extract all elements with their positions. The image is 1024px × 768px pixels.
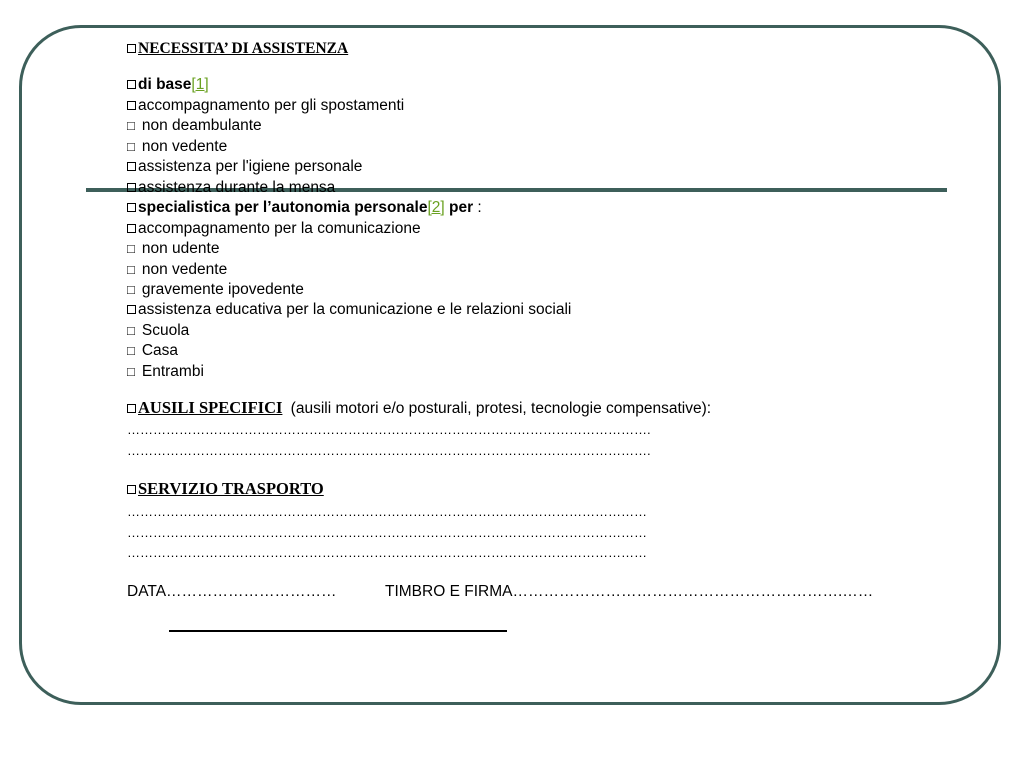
list-item [127,116,262,136]
checkbox-icon[interactable] [127,305,136,314]
square-bullet-icon[interactable]: □ [127,282,135,297]
heading-assistenza [127,39,348,59]
list-item-text: non deambulante [141,117,262,134]
specialistica-heading [127,198,482,218]
list-item-text: Entrambi [141,363,204,380]
specialistica-label: specialistica per l’autonomia personale [138,199,428,216]
di-base-heading [127,75,209,95]
trasporto-heading [127,479,324,499]
footnote-link-1[interactable]: [1] [191,76,209,93]
checkbox-icon[interactable] [127,44,136,53]
checkbox-icon[interactable] [127,485,136,494]
trasporto-dotline-2[interactable]: ………………………………………………………………………………………………………… [127,525,647,540]
list-item [127,341,178,361]
checkbox-icon[interactable] [127,80,136,89]
list-item [127,362,204,382]
list-item-text: assistenza per l'igiene personale [138,158,363,175]
heading-assistenza-text: NECESSITA’ DI ASSISTENZA [138,40,349,57]
signature-line [169,630,507,632]
list-item-text: non udente [141,240,220,257]
list-item-text: Scuola [141,322,190,339]
trasporto-heading-text: SERVIZIO TRASPORTO [138,479,324,498]
data-field[interactable] [127,582,337,602]
checkbox-icon[interactable] [127,224,136,233]
checkbox-icon[interactable] [127,162,136,171]
list-item-text: accompagnamento per la comunicazione [138,220,421,237]
square-bullet-icon[interactable]: □ [127,343,135,358]
square-bullet-icon[interactable]: □ [127,262,135,277]
list-item-text: Casa [141,342,179,359]
trasporto-dotline-3[interactable]: ………………………………………………………………………………………………………… [127,545,647,560]
list-item-text: accompagnamento per gli spostamenti [138,97,405,114]
colon: : [473,199,482,216]
list-item [127,96,404,116]
ausili-dotline-1[interactable]: …………………………………………………………………………………………………………. [127,422,651,437]
list-item-text: non vedente [141,261,228,278]
list-item [127,321,189,341]
list-item-text: assistenza educativa per la comunicazione e le relazioni sociali [138,301,572,318]
ausili-heading [127,398,711,419]
list-item [127,280,304,300]
list-item [127,260,227,280]
square-bullet-icon[interactable]: □ [127,323,135,338]
ausili-dotline-2[interactable]: …………………………………………………………………………………………………………. [127,443,651,458]
square-bullet-icon[interactable]: □ [127,118,135,133]
trasporto-dotline-1[interactable]: ………………………………………………………………………………………………………… [127,504,647,519]
list-item-text: gravemente ipovedente [141,281,304,298]
list-item-text: non vedente [141,138,228,155]
timbro-firma-label: TIMBRO E FIRMA……………………………………………………….…… [385,583,874,600]
checkbox-icon[interactable] [127,404,136,413]
square-bullet-icon[interactable]: □ [127,139,135,154]
timbro-firma-field[interactable] [385,582,873,602]
list-item [127,300,571,320]
list-item [127,219,421,239]
square-bullet-icon[interactable]: □ [127,364,135,379]
list-item-text: assistenza durante la mensa [138,179,336,196]
checkbox-icon[interactable] [127,203,136,212]
list-item [127,157,362,177]
data-label: DATA…………………………… [127,583,337,600]
ausili-note: (ausili motori e/o posturali, protesi, tecnologie compensative): [290,400,712,417]
list-item [127,137,227,157]
ausili-heading-text: AUSILI SPECIFICI [138,398,283,417]
checkbox-icon[interactable] [127,101,136,110]
checkbox-icon[interactable] [127,183,136,192]
footnote-link-2[interactable]: [2] [427,199,445,216]
di-base-label: di base [138,76,192,93]
square-bullet-icon[interactable]: □ [127,241,135,256]
per-label: per [444,199,474,216]
list-item [127,239,219,259]
list-item [127,178,335,198]
